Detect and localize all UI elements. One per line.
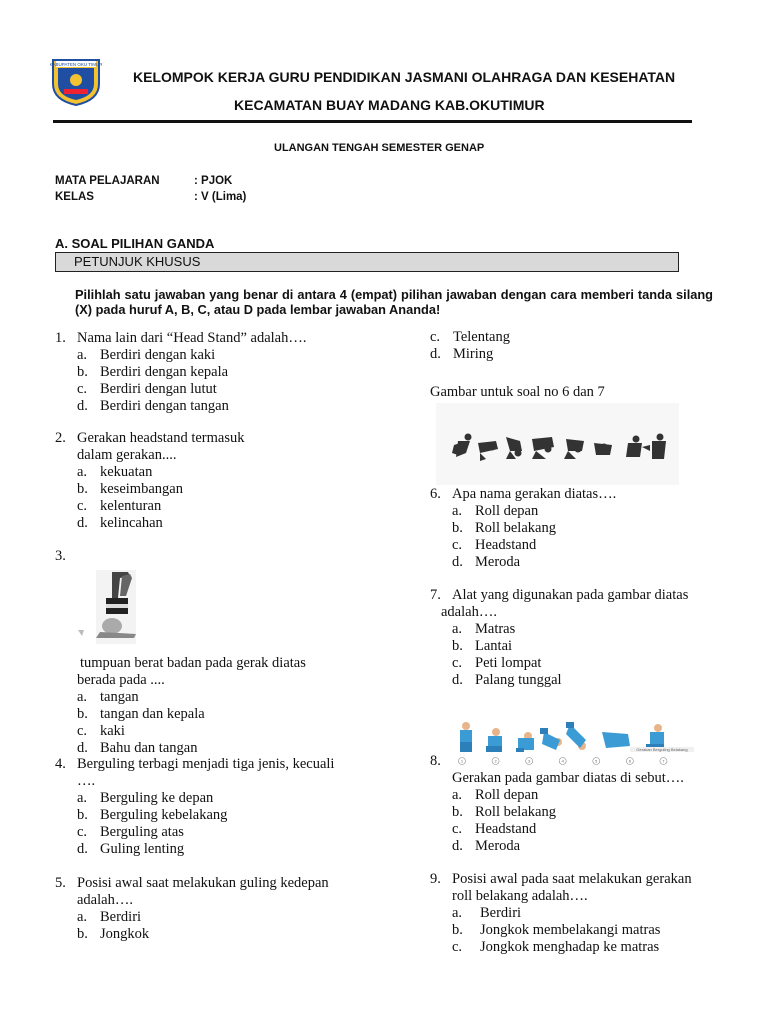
option[interactable]: a. kekuatan bbox=[77, 464, 153, 480]
option[interactable]: d. Palang tunggal bbox=[452, 672, 562, 688]
option[interactable]: d. Meroda bbox=[452, 554, 521, 570]
option[interactable]: b. tangan dan kepala bbox=[77, 706, 205, 722]
question-9: 9. Posisi awal pada saat melakukan gerakan roll belakang adalah…. a. Berdiri b. Jongkok membelakangi matras c. Jongkok menghadap ke matras bbox=[430, 871, 750, 956]
option[interactable]: a. tangan bbox=[77, 689, 139, 705]
header-line-1: KELOMPOK KERJA GURU PENDIDIKAN JASMANI OLAHRAGA DAN KESEHATAN bbox=[133, 69, 676, 85]
option[interactable]: d. Miring bbox=[430, 346, 494, 362]
option[interactable]: c. kelenturan bbox=[77, 498, 162, 514]
question-4: 4. Berguling terbagi menjadi tiga jenis, kecuali …. a. Berguling ke depan b. Berguling kebelakang c. Berguling atas d. Guling lenting bbox=[55, 756, 375, 858]
option[interactable]: a. Berdiri dengan kaki bbox=[77, 347, 216, 363]
question-7: 7. Alat yang digunakan pada gambar diatas adalah…. a. Matras b. Lantai c. Peti lompat d. Palang tunggal bbox=[430, 587, 750, 689]
section-title: A. SOAL PILIHAN GANDA bbox=[55, 236, 215, 251]
question-text: Apa nama gerakan diatas…. bbox=[452, 486, 617, 502]
option[interactable]: a. Berdiri bbox=[77, 909, 142, 925]
question-3: tumpuan berat badan pada gerak diatas berada pada .... a. tangan b. tangan dan kepala c. kaki d. Bahu dan tangan bbox=[55, 655, 375, 757]
option[interactable]: b. Berguling kebelakang bbox=[77, 807, 228, 823]
option[interactable]: c. Headstand bbox=[452, 821, 537, 837]
option[interactable]: c. Telentang bbox=[430, 329, 510, 345]
svg-text:KABUPATEN OKU TIMUR: KABUPATEN OKU TIMUR bbox=[50, 62, 102, 67]
option[interactable]: a. Matras bbox=[452, 621, 516, 637]
strip-number: 5 bbox=[595, 758, 598, 764]
option[interactable]: c. Berdiri dengan lutut bbox=[77, 381, 217, 397]
option[interactable]: a. Roll depan bbox=[452, 503, 539, 519]
question-text: Posisi awal pada saat melakukan gerakan bbox=[452, 871, 692, 887]
strip-number: 4 bbox=[561, 758, 564, 764]
instruction-text: Pilihlah satu jawaban yang benar di antara 4 (empat) pilihan jawaban dengan cara memberi tanda silang (X) pada huruf A, B, C, atau D pada lembar jawaban Ananda! bbox=[75, 287, 713, 317]
question-text: Alat yang digunakan pada gambar diatas bbox=[452, 587, 689, 603]
strip-number: 7 bbox=[662, 758, 665, 764]
instruction-box-label: PETUNJUK KHUSUS bbox=[74, 254, 201, 269]
question-6: 6. Apa nama gerakan diatas…. a. Roll depan b. Roll belakang c. Headstand d. Meroda bbox=[430, 486, 750, 571]
strip-number: 3 bbox=[528, 758, 531, 764]
option[interactable]: b. keseimbangan bbox=[77, 481, 183, 497]
question-text: Berguling terbagi menjadi tiga jenis, kecuali bbox=[77, 756, 335, 772]
option[interactable]: b. Berdiri dengan kepala bbox=[77, 364, 229, 380]
option[interactable]: a. Berguling ke depan bbox=[77, 790, 214, 806]
option[interactable]: b. Roll belakang bbox=[452, 520, 556, 536]
question-1 bbox=[55, 330, 375, 415]
question-text: Gerakan headstand termasuk bbox=[77, 430, 245, 446]
class-value: : V (Lima) bbox=[194, 191, 247, 203]
backward-roll-sequence-image bbox=[452, 718, 697, 768]
strip-number: 1 bbox=[460, 758, 464, 764]
strip-number: 6 bbox=[628, 758, 631, 764]
strip-number: 2 bbox=[494, 758, 497, 764]
question-text: Nama lain dari “Head Stand” adalah…. bbox=[77, 330, 307, 346]
header-rule bbox=[53, 120, 692, 123]
question-5-continued bbox=[408, 329, 728, 363]
option[interactable]: c. kaki bbox=[77, 723, 125, 739]
question-text: Gerakan pada gambar diatas di sebut…. bbox=[452, 770, 684, 786]
option[interactable]: b. Roll belakang bbox=[452, 804, 556, 820]
option[interactable]: b. Jongkok membelakangi matras bbox=[452, 922, 661, 938]
forward-roll-sequence-image bbox=[436, 403, 679, 485]
subject-value: : PJOK bbox=[194, 175, 233, 187]
question-3-number: 3. bbox=[55, 548, 66, 564]
class-label: KELAS bbox=[55, 191, 94, 203]
question-text: tumpuan berat badan pada gerak diatas bbox=[80, 655, 306, 671]
option[interactable]: b. Lantai bbox=[452, 638, 513, 654]
question-number: 1. bbox=[55, 330, 66, 346]
exam-title: ULANGAN TENGAH SEMESTER GENAP bbox=[274, 142, 485, 154]
headstand-figure-image bbox=[76, 568, 160, 644]
question-2: 2. Gerakan headstand termasuk dalam gerakan.... a. kekuatan b. keseimbangan c. kelenturan d. kelincahan bbox=[55, 430, 375, 532]
option[interactable]: d. kelincahan bbox=[77, 515, 163, 531]
option[interactable]: d. Berdiri dengan tangan bbox=[77, 398, 229, 414]
question-text: Posisi awal saat melakukan guling kedepan bbox=[77, 875, 329, 891]
option[interactable]: d. Bahu dan tangan bbox=[77, 740, 198, 756]
option[interactable]: c. Headstand bbox=[452, 537, 537, 553]
subject-label: MATA PELAJARAN bbox=[55, 175, 160, 187]
option[interactable]: b. Jongkok bbox=[77, 926, 150, 942]
strip-caption: Gerakan Berguling Belakang bbox=[636, 747, 688, 752]
header-line-2: KECAMATAN BUAY MADANG KAB.OKUTIMUR bbox=[234, 97, 545, 113]
option[interactable]: c. Berguling atas bbox=[77, 824, 184, 840]
kabupaten-logo bbox=[50, 56, 102, 106]
option[interactable]: c. Peti lompat bbox=[452, 655, 542, 671]
option[interactable]: d. Guling lenting bbox=[77, 841, 185, 857]
question-8-body bbox=[430, 770, 750, 855]
option[interactable]: a. Roll depan bbox=[452, 787, 539, 803]
option[interactable]: d. Meroda bbox=[452, 838, 521, 854]
instruction-box bbox=[55, 252, 679, 272]
image-caption: Gambar untuk soal no 6 dan 7 bbox=[430, 384, 605, 400]
question-5: 5. Posisi awal saat melakukan guling kedepan adalah…. a. Berdiri b. Jongkok bbox=[55, 875, 375, 943]
option[interactable]: c. Jongkok menghadap ke matras bbox=[452, 939, 660, 955]
option[interactable]: a. Berdiri bbox=[452, 905, 522, 921]
